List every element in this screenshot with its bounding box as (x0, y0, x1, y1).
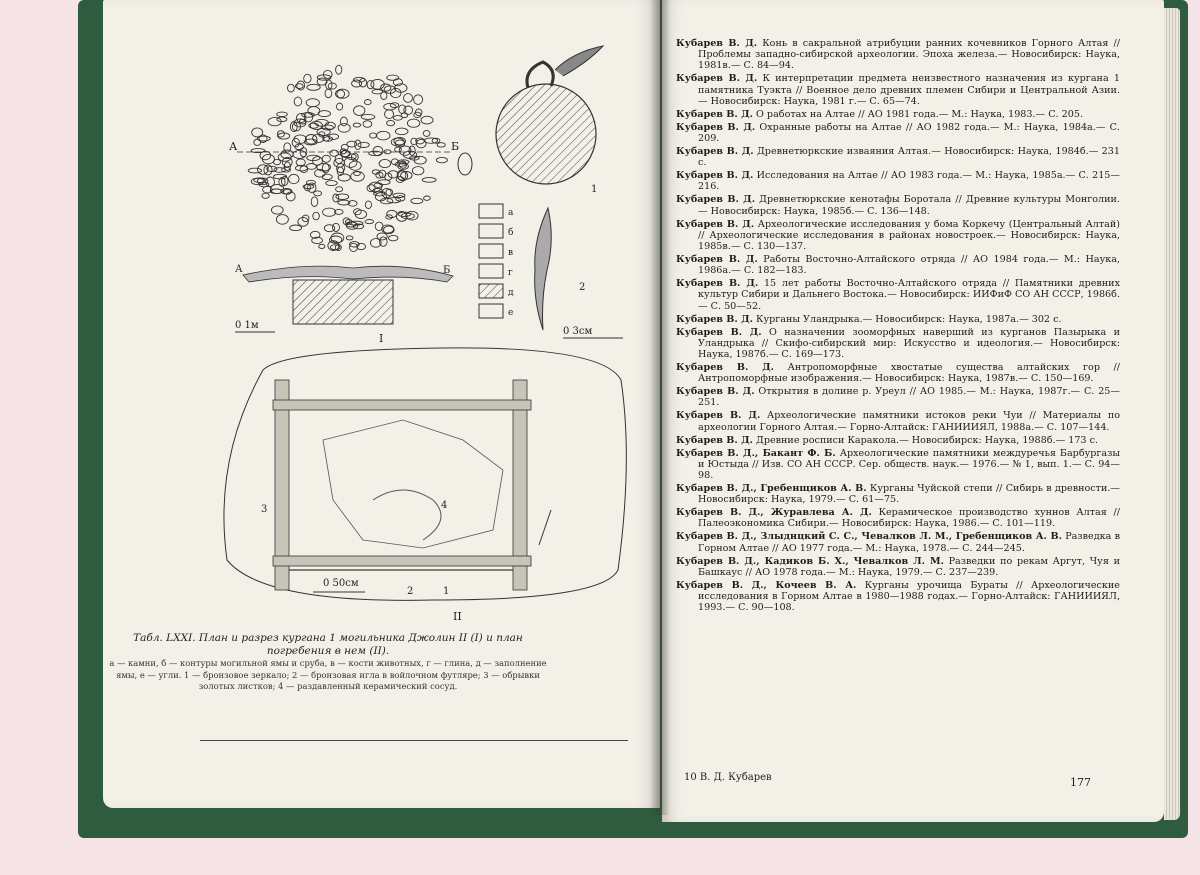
reference-author: Кубарев В. Д. (676, 146, 754, 158)
label-b-right: Б (451, 140, 460, 153)
reference-text: Работы Восточно-Алтайского отряда // АО 1984 года.— М.: Наука, 1986а.— С. 182—183. (698, 254, 1120, 277)
kurgan-section (235, 264, 453, 345)
reference-entry (676, 556, 1120, 578)
grave-label-1: 1 (443, 586, 450, 597)
reference-entry (676, 531, 1120, 553)
kurgan-plan (248, 65, 447, 251)
reference-text: Курганы Чуйской степи // Сибирь в древности.— Новосибирск: Наука, 1979.— С. 61—75. (698, 483, 1120, 506)
reference-author: Кубарев В. Д., Кочеев В. А. (676, 579, 857, 591)
grave-label-2: 2 (407, 586, 414, 597)
legend-d: д (508, 288, 514, 298)
reference-entry (676, 73, 1120, 107)
reference-entry (676, 122, 1120, 144)
reference-entry (676, 580, 1120, 614)
reference-text: Археологические памятники истоков реки Чуи // Материалы по археологии Горного Алтая.— Горно-Алтайск: ГАНИИИЯЛ, 1988а.— С. 107—144. (698, 410, 1120, 433)
reference-entry (676, 362, 1120, 384)
reference-author: Кубарев В. Д. (676, 326, 762, 338)
reference-entry (676, 38, 1120, 72)
reference-author: Кубарев В. Д., Злыднцкий С. С., Чевалков Л. М., Гребенщиков А. В. (676, 531, 1062, 543)
legend (479, 204, 514, 318)
reference-author: Кубарев В. Д. (676, 254, 758, 266)
item-2-label: 2 (579, 282, 586, 293)
reference-text: О работах на Алтае // АО 1981 года.— М.: Наука, 1983.— С. 205. (752, 108, 1084, 120)
scale-1m: 0 1м (235, 320, 259, 331)
reference-entry (676, 483, 1120, 505)
label-a-left: А (229, 140, 238, 153)
reference-entry (676, 278, 1120, 312)
reference-entry (676, 410, 1120, 432)
legend-a: а (508, 208, 514, 218)
reference-entry (676, 194, 1120, 216)
reference-entry (676, 435, 1120, 446)
reference-entry (676, 507, 1120, 529)
legend-v: в (508, 248, 514, 258)
burial-plan (224, 348, 626, 623)
reference-text: 15 лет работы Восточно-Алтайского отряда // Памятники древних культур Сибири и Дальнего Востока.— Новосибирск: ИИФиФ СО АН СССР, 1986б.— С. 50—52. (698, 278, 1120, 312)
reference-text: Исследования на Алтае // АО 1983 года.— М.: Наука, 1985а.— С. 215—216. (698, 170, 1120, 193)
reference-author: Кубарев В. Д. (676, 38, 758, 49)
caption-legend: а — камни, б — контуры могильной ямы и сруба, в — кости животных, г — глина, д — заполнение ямы, е — угли. 1 — бронзовое зеркало; 2 — бронзовая игла в войлочном футляре; 3 — обрывки золотых листков; 4 — раздавленный керамический сосуд. (109, 658, 547, 691)
reference-author: Кубарев В. Д. (676, 278, 759, 290)
reference-text: Древние росписи Каракола.— Новосибирск: Наука, 1988б.— 173 с. (752, 434, 1098, 446)
reference-entry (676, 254, 1120, 276)
reference-author: Кубарев В. Д. (676, 73, 758, 85)
bronze-needle (535, 208, 623, 338)
reference-author: Кубарев В. Д. (676, 194, 756, 206)
reference-text: К интерпретации предмета неизвестного назначения из кургана 1 памятника Туэкта // Военное дело древних племен Сибири и Центральной Азии.— Новосибирск: Наука, 1981 г.— С. 65—74. (698, 73, 1120, 107)
label-b-section: Б (443, 265, 451, 276)
reference-text: Древнетюркские изваяния Алтая.— Новосибирск: Наука, 1984б.— 231 с. (698, 146, 1120, 169)
reference-author: Кубарев В. Д., Кадиков Б. Х., Чевалков Л. М. (676, 555, 944, 567)
reference-author: Кубарев В. Д. (676, 410, 761, 422)
reference-text: Открытия в долине р. Уреул // АО 1985.— М.: Наука, 1987г.— С. 25—251. (698, 386, 1121, 409)
reference-entry (676, 314, 1120, 325)
references-list (676, 38, 1120, 615)
figure-caption (108, 632, 548, 658)
reference-text: Археологические исследования у бома Коркечу (Центральный Алтай) // Археологические исследования в районах новостроек.— Новосибирск: Наука, 1985в.— С. 130—137. (698, 218, 1120, 253)
page-number: 177 (1070, 776, 1091, 789)
legend-b: б (508, 228, 514, 238)
reference-entry (676, 219, 1120, 253)
reference-author: Кубарев В. Д. (676, 218, 755, 230)
reference-text: Курганы Уландрыка.— Новосибирск: Наука, 1987а.— 302 с. (752, 313, 1062, 325)
item-1-label: 1 (591, 184, 598, 195)
reference-text: Древнетюркские кенотафы Боротала // Древние культуры Монголии.— Новосибирск: Наука, 1985б.— С. 136—148. (698, 194, 1120, 217)
reference-text: Разведка в Горном Алтае // АО 1977 года.— М.: Наука, 1978.— С. 244—245. (698, 531, 1121, 554)
reference-entry (676, 448, 1120, 482)
reference-author: Кубарев В. Д. (676, 170, 754, 182)
reference-author: Кубарев В. Д. (676, 121, 756, 133)
legend-g: г (508, 268, 513, 278)
legend-e: е (508, 308, 514, 318)
plate-figure (103, 0, 660, 640)
label-ii: II (453, 610, 462, 623)
reference-author: Кубарев В. Д. (676, 386, 755, 398)
reference-entry (676, 170, 1120, 192)
label-i: I (379, 332, 384, 345)
label-a-section: А (235, 264, 243, 275)
reference-entry (676, 146, 1120, 168)
reference-text: Археологические памятники междуречья Барбургазы и Юстыда // Изв. СО АН СССР. Сер. обществ. наук.— 1976.— № 1, вып. 1.— С. 94—98. (698, 447, 1120, 482)
reference-text: Охранные работы на Алтае // АО 1982 года.— М.: Наука, 1984а.— С. 209. (698, 121, 1120, 145)
page-edges (1164, 8, 1180, 820)
grave-label-3: 3 (261, 504, 268, 515)
reference-text: Антропоморфные хвостатые существа алтайских гор // Антропоморфные изображения.— Новосибирск: Наука, 1987в.— С. 150—169. (698, 362, 1120, 385)
reference-author: Кубарев В. Д., Журавлева А. Д. (676, 507, 872, 519)
reference-author: Кубарев В. Д. (676, 313, 753, 325)
reference-text: О назначении зооморфных наверший из курганов Пазырыка и Уландрыка // Скифо-сибирский мир: Искусство и идеология.— Новосибирск: Наука, 1987б.— С. 169—173. (698, 326, 1120, 361)
reference-author: Кубарев В. Д. (676, 434, 753, 446)
reference-author: Кубарев В. Д. (676, 362, 775, 374)
reference-text: Керамическое производство хуннов Алтая // Палеоэкономика Сибири.— Новосибирск: Наука, 1986.— С. 101—119. (698, 507, 1120, 530)
reference-text: Разведки по рекам Аргут, Чуя и Башкаус // АО 1978 года.— М.: Наука, 1979.— С. 237—239. (698, 555, 1120, 578)
grave-label-4: 4 (441, 500, 448, 511)
scale-50cm: 0 50см (323, 578, 359, 589)
bronze-mirror (496, 46, 603, 195)
caption-rule (200, 740, 628, 741)
footer-signature: 10 В. Д. Кубарев (684, 772, 772, 783)
reference-entry (676, 327, 1120, 361)
reference-text: Конь в сакральной атрибуции ранних кочевников Горного Алтая // Проблемы западно-сибирской археологии. Эпоха железа.— Новосибирск: Наука, 1981в.— С. 84—94. (698, 38, 1120, 72)
reference-author: Кубарев В. Д., Гребенщиков А. В. (676, 483, 867, 495)
reference-entry (676, 109, 1120, 120)
reference-text: Курганы урочища Бураты // Археологические исследования в Горном Алтае в 1980—1988 годах.— Горно-Алтайск: ГАНИИИЯЛ, 1993.— С. 90—108. (698, 579, 1120, 614)
scale-3cm: 0 3см (563, 326, 593, 337)
reference-author: Кубарев В. Д., Бакант Ф. Б. (676, 447, 836, 459)
caption-title: Табл. LXXI. План и разрез кургана 1 могильника Джолин II (I) и план погребения в нем (II). (133, 632, 523, 657)
reference-entry (676, 386, 1120, 408)
reference-author: Кубарев В. Д. (676, 108, 753, 120)
